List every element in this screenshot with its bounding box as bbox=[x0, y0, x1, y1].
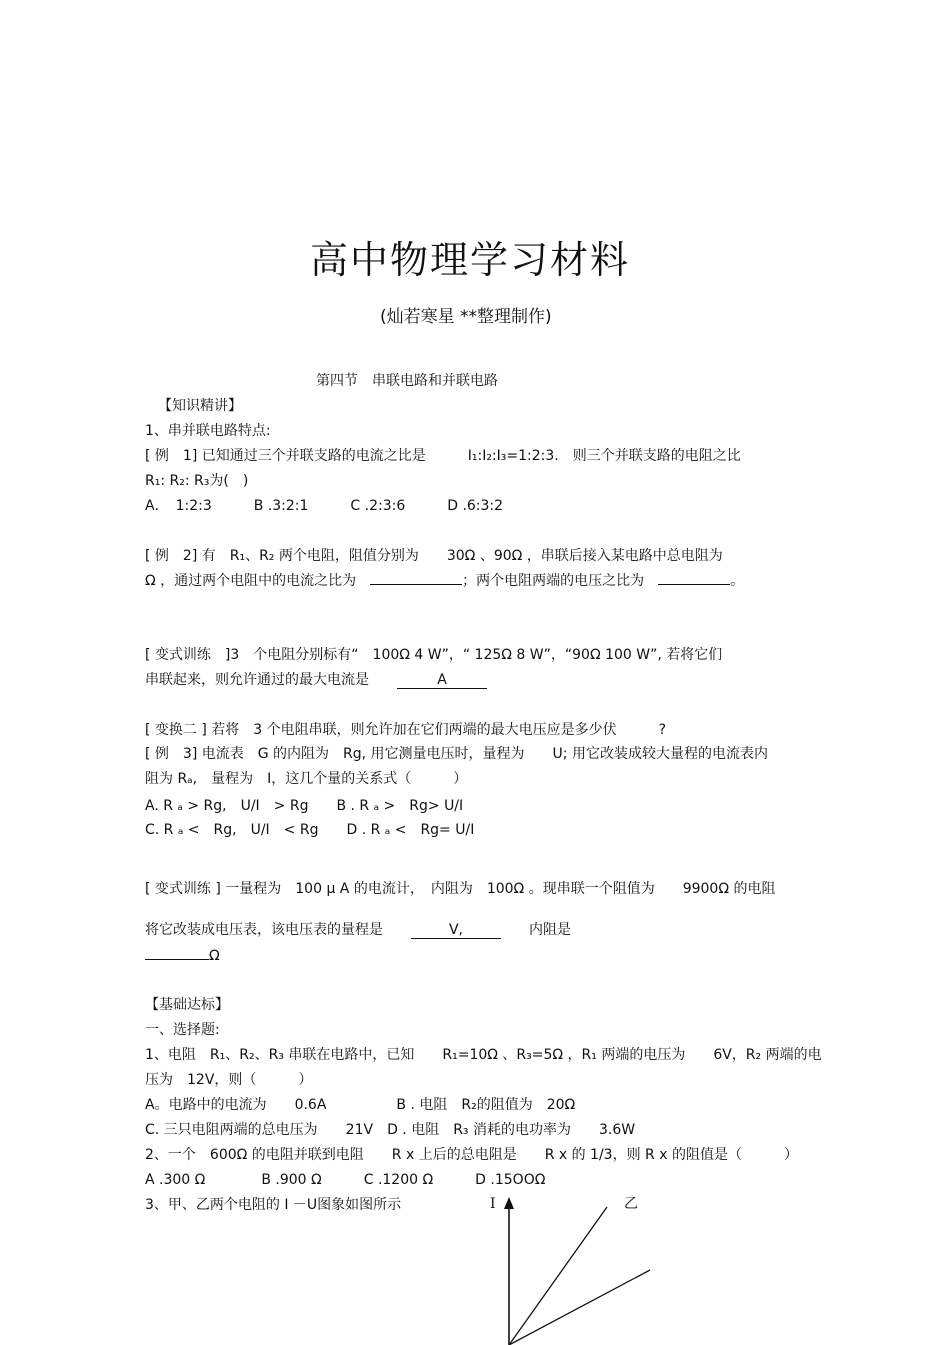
variant3-line2 bbox=[145, 921, 571, 939]
question1-line2: 压为 12V，则（ ） bbox=[145, 1072, 313, 1088]
variant1-text: 串联起来，则允许通过的最大电流是 bbox=[145, 672, 397, 688]
question3-line: 3、甲、乙两个电阻的 I －U图象如图所示 bbox=[145, 1197, 402, 1213]
page-title: 高中物理学习材料 bbox=[310, 238, 631, 282]
line-yi-label: 乙 bbox=[624, 1196, 638, 1212]
variant3-text-b: 内阻是 bbox=[501, 922, 571, 938]
answer-blank[interactable] bbox=[658, 584, 730, 585]
basic-label: 【基础达标】 bbox=[145, 997, 229, 1013]
page-subtitle: (灿若寒星 **整理制作) bbox=[380, 307, 552, 327]
variant1-line1: [ 变式训练 ]3 个电阻分别标有“ 100Ω 4 W”，“ 125Ω 8 W”，“90Ω 100 W”, 若将它们 bbox=[145, 647, 723, 663]
line-features: 1、串并联电路特点: bbox=[145, 423, 271, 439]
knowledge-label: 【知识精讲】 bbox=[158, 398, 242, 414]
question2-options: A .300 Ω B .900 Ω C .1200 Ω D .15OOΩ bbox=[145, 1172, 546, 1188]
question1-options-cd: C. 三只电阻两端的总电压为 21V D . 电阻 R₃ 消耗的电功率为 3.6W bbox=[145, 1122, 636, 1138]
variant1-line2 bbox=[145, 671, 487, 689]
selection-label: 一、选择题: bbox=[145, 1022, 220, 1038]
example1-line2: R₁: R₂: R₃为( ) bbox=[145, 473, 249, 489]
section-heading: 第四节 串联电路和并联电路 bbox=[316, 373, 498, 389]
variant3-line3 bbox=[145, 947, 220, 965]
line-jia bbox=[509, 1270, 650, 1345]
example3-options-cd: C. R ₐ < Rg, U/I < Rg D . R ₐ < Rg= U/I bbox=[145, 822, 475, 838]
iu-graph bbox=[490, 1195, 660, 1345]
question2-line: 2、一个 600Ω 的电阻并联到电阻 R x 上后的总电阻是 R x 的 1/3，则 R x 的阻值是（ ） bbox=[145, 1147, 798, 1163]
answer-blank[interactable]: V, bbox=[411, 922, 501, 939]
variant3-text-a: 将它改装成电压表，该电压表的量程是 bbox=[145, 922, 411, 938]
example3-options-ab: A. R ₐ > Rg, U/I > Rg B . R ₐ > Rg> U/I bbox=[145, 798, 464, 814]
question1-options-ab: A。电路中的电流为 0.6A B . 电阻 R₂的阻值为 20Ω bbox=[145, 1097, 576, 1113]
variant2-line: [ 变换二 ] 若将 3 个电阻串联，则允许加在它们两端的最大电压应是多少伏 ? bbox=[145, 722, 667, 738]
variant3-line1: [ 变式训练 ] 一量程为 100 μ A 的电流计， 内阻为 100Ω 。现串联一个阻值为 9900Ω 的电阻 bbox=[145, 881, 776, 897]
example2-line2 bbox=[145, 572, 744, 590]
answer-blank[interactable]: A bbox=[397, 672, 487, 689]
example2-text-c: 。 bbox=[730, 573, 745, 589]
example3-line2: 阻为 Rₐ, 量程为 I，这几个量的关系式（ ） bbox=[145, 771, 468, 787]
example1-line1: [ 例 1] 已知通过三个并联支路的电流之比是 I₁:I₂:I₃=1:2:3. 则三个并联支路的电阻之比 bbox=[145, 448, 741, 464]
line-yi bbox=[509, 1207, 607, 1345]
answer-blank[interactable] bbox=[370, 584, 462, 585]
y-axis-label: I bbox=[490, 1196, 496, 1212]
example2-text-a: Ω ，通过两个电阻中的电流之比为 bbox=[145, 573, 371, 589]
example1-options: A． 1:2:3 B .3:2:1 C .2:3:6 D .6:3:2 bbox=[145, 498, 504, 514]
example2-text-b: ；两个电阻两端的电压之比为 bbox=[462, 573, 659, 589]
y-axis-arrow bbox=[504, 1197, 514, 1209]
omega-unit: Ω bbox=[209, 948, 220, 964]
answer-blank[interactable] bbox=[145, 959, 209, 960]
question1-line1: 1、电阻 R₁、R₂、R₃ 串联在电路中，已知 R₁=10Ω 、R₃=5Ω ，R₁ 两端的电压为 6V，R₂ 两端的电 bbox=[145, 1047, 822, 1063]
example2-line1: [ 例 2] 有 R₁、R₂ 两个电阻，阻值分别为 30Ω 、90Ω ，串联后接入某电路中总电阻为 bbox=[145, 548, 723, 564]
example3-line1: [ 例 3] 电流表 G 的内阻为 Rg, 用它测量电压时，量程为 U; 用它改装成较大量程的电流表内 bbox=[145, 746, 768, 762]
